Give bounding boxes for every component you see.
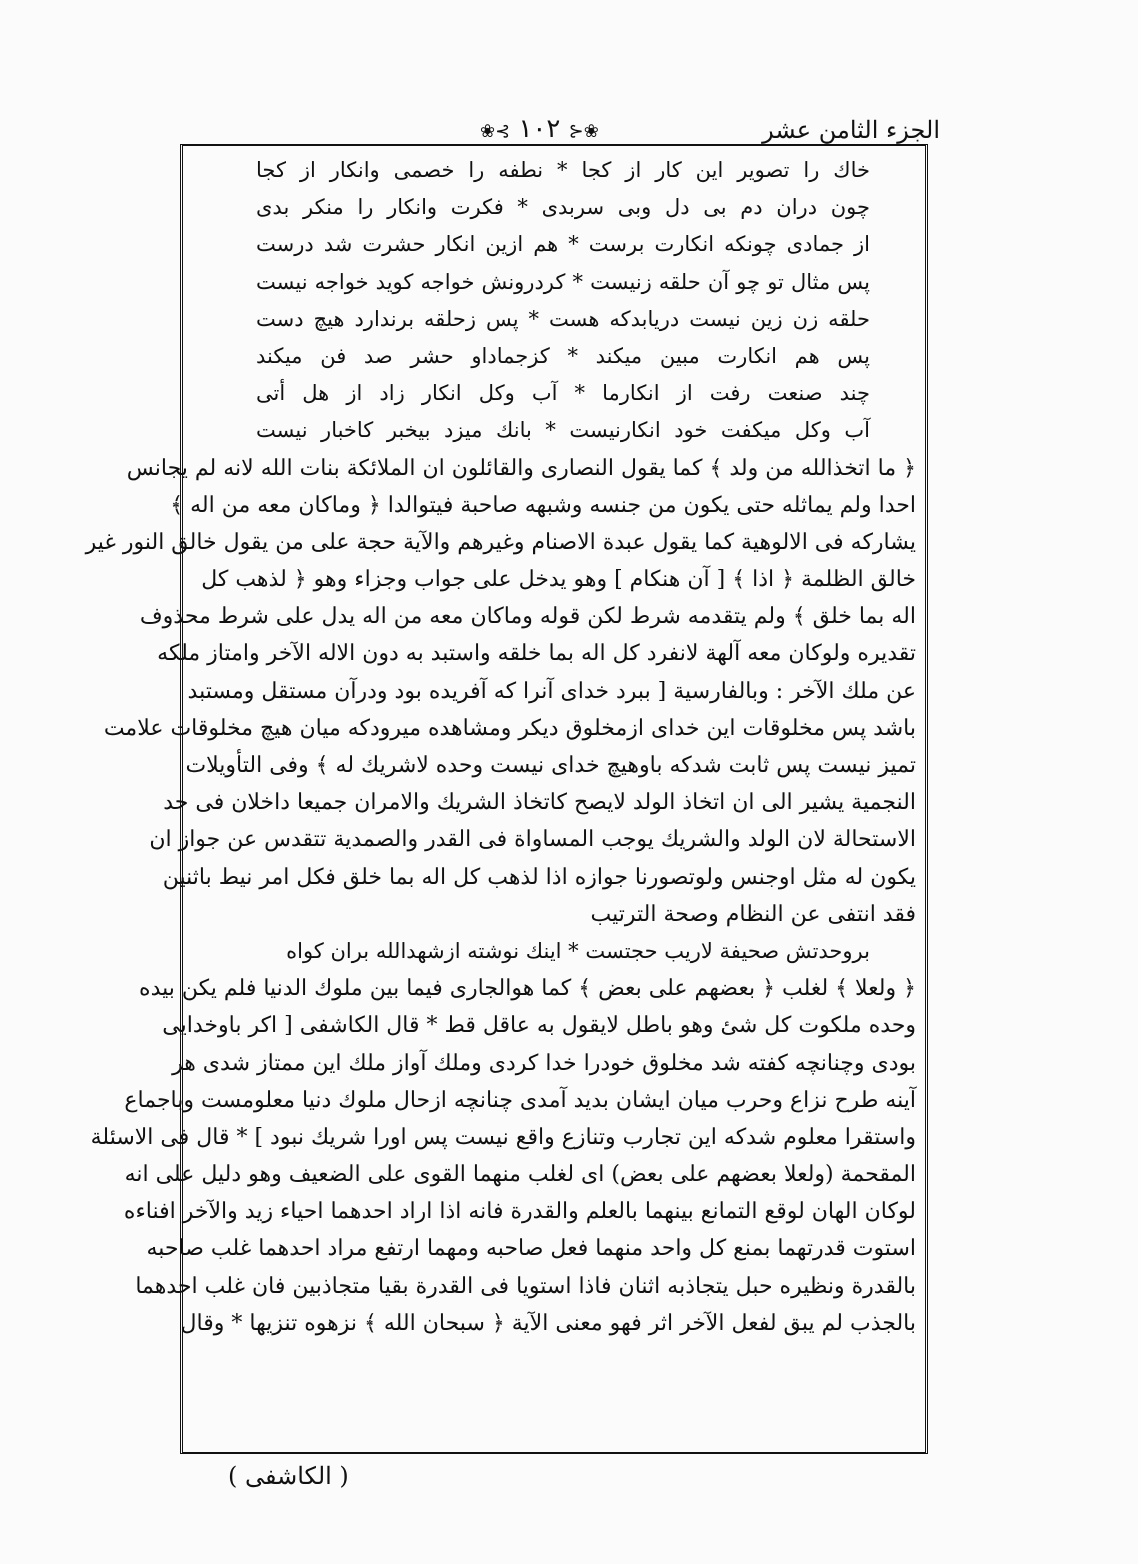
prose-line: النجمية يشير الى ان اتخاذ الولد لايصح كاتخاذ الشريك والامران جميعا داخلان فى حد — [163, 790, 916, 816]
prose-line: وحده ملكوت كل شئ وهو باطل لايقول به عاقل قط * قال الكاشفى [ اكر باوخدايى — [162, 1013, 916, 1039]
prose-line: اله بما خلق ﴾ ولم يتقدمه شرط لكن قوله وماكان معه من اله يدل على شرط محذوف — [139, 604, 916, 630]
prose-line: خالق الظلمة ﴿ اذا ﴾ [ آن هنكام ] وهو يدخل على جواب وجزاء وهو ﴿ لذهب كل — [201, 567, 916, 593]
ornament-left-icon: ❀⊰ — [568, 121, 599, 142]
footer-catchword: ( الكاشفى ) — [228, 1462, 349, 1490]
prose-line: احدا ولم يماثله حتى يكون من جنسه وشبهه صاحبة فيتوالدا ﴿ وماكان معه من اله ﴾ — [170, 492, 916, 518]
prose-line: يكون له مثل اوجنس ولوتصورنا جوازه اذا لذهب كل اله بما خلق فكل امر نيط باثنين — [162, 864, 916, 890]
poem-line: حلقه زن زين نيست دريابدكه هست * پس زحلقه برندارد هيچ دست — [256, 306, 870, 331]
page-header — [180, 110, 940, 146]
poem-line: پس مثال تو چو آن حلقه زنيست * كردرونش خواجه كويد خواجه نيست — [256, 269, 870, 294]
poem-line: آب وكل ميكفت خود انكارنيست * بانك ميزد بيخبر كاخبار نيست — [256, 418, 870, 443]
prose-line: الاستحالة لان الولد والشريك يوجب المساواة فى القدر والصمدية تتقدس عن جواز ان — [149, 827, 916, 853]
verse-line: بروحدتش صحيفة لاريب حجتست * اينك نوشته ازشهدالله بران كواه — [286, 938, 870, 963]
prose-line: عن ملك الآخر : وبالفارسية [ ببرد خداى آنرا كه آفريده بود ودرآن مستقل ومستبد — [187, 678, 916, 704]
prose-line: بودى وچنانچه كفته شد مخلوق خودرا خدا كردى وملك آواز ملك اين ممتاز شدى هر — [172, 1050, 916, 1076]
poem-line: خاك را تصوير اين كار از كجا * نطفه را خصمى وانكار از كجا — [256, 158, 870, 182]
poem-line: چند صنعت رفت از انكارما * آب وكل انكار زاد از هل أتى — [256, 381, 870, 406]
prose-line: تميز نيست پس ثابت شدكه باوهيچ خداى نيست وحده لاشريك له ﴾ وفى التأويلات — [185, 753, 916, 778]
prose-line: ﴿ ما اتخذالله من ولد ﴾ كما يقول النصارى والقائلون ان الملائكة بنات الله لانه لم يجانس — [126, 455, 916, 481]
prose-line: فقد انتفى عن النظام وصحة الترتيب — [590, 901, 916, 927]
prose-line: تقديره ولوكان معه آلهة لانفرد كل اله بما خلقه واستبد به دون الاله الآخر وامتاز ملكه — [157, 641, 916, 667]
poem-line: از جمادى چونكه انكارت برست * هم ازين انكار حشرت شد درست — [256, 232, 870, 257]
prose-line: استوت قدرتهما بمنع كل واحد منهما فعل صاحبه ومهما ارتفع مراد احدهما غلب صاحبه — [146, 1236, 916, 1262]
prose-line: باشد پس مخلوقات اين خداى ازمخلوق ديكر ومشاهده ميرودكه ميان هيچ مخلوقات علامت — [103, 715, 916, 741]
prose-line: لوكان الهان لوقع التمانع بينهما بالعلم والقدرة فانه اذا اراد احدهما احياء زيد والآخر افناءه — [123, 1199, 916, 1225]
prose-line: واستقرا معلوم شدكه اين تجارب وتنازع واقع نيست پس اورا شريك نبود ] * قال فى الاسئلة — [90, 1124, 916, 1150]
page-body — [85, 152, 916, 1342]
ornament-right-icon: ⊱❀ — [480, 121, 511, 142]
page-number: ١٠٢ — [518, 114, 561, 144]
prose-line: يشاركه فى الالوهية كما يقول عبدة الاصنام وغيرهم والآية حجة على من يقول خالق النور غير — [85, 529, 916, 555]
prose-line: ﴿ ولعلا ﴾ لغلب ﴿ بعضهم على بعض ﴾ كما هوالجارى فيما بين ملوك الدنيا فلم يكن بيده — [139, 976, 916, 1002]
prose-line: المقحمة (ولعلا بعضهم على بعض) اى لغلب منهما القوى على الضعيف وهو دليل على انه — [124, 1162, 916, 1188]
prose-line: بالقدرة ونظيره حبل يتجاذبه اثنان فاذا استويا فى القدرة بقيا متجاذبين فان غلب احدهما — [135, 1273, 916, 1299]
part-title: الجزء الثامن عشر — [762, 116, 940, 144]
prose-line: آينه طرح نزاع وحرب ميان ايشان بديد آمدى چنانچه ازحال ملوك دنيا معلومست وباجماع — [124, 1087, 916, 1113]
poem-line: پس هم انكارت مبين ميكند * كزجماداو حشر صد فن ميكند — [256, 343, 870, 368]
page-number-block — [480, 114, 599, 144]
poem-line: چون دران دم بى دل وبى سربدى * فكرت وانكار را منكر بدى — [256, 195, 870, 220]
prose-line: بالجذب لم يبق لفعل الآخر اثر فهو معنى الآية ﴿ سبحان الله ﴾ نزهوه تنزيها * وقال — [180, 1310, 916, 1336]
